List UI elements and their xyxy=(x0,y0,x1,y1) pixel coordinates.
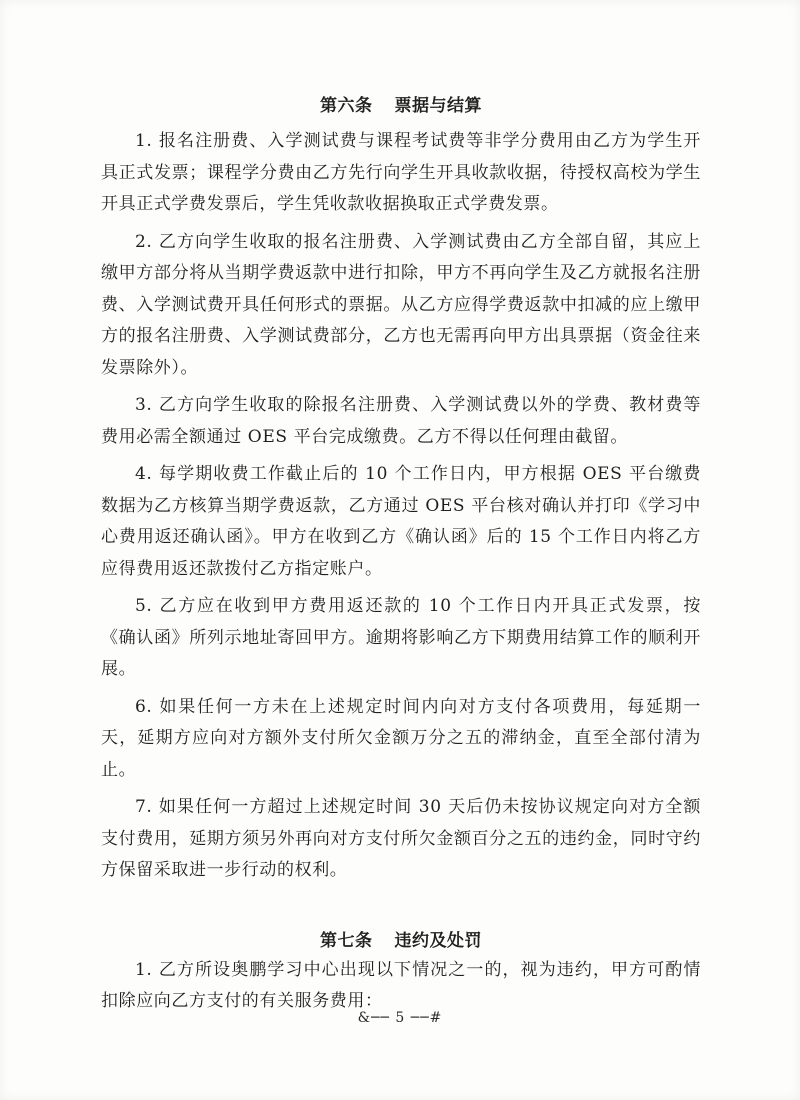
section-7-number: 第七条 xyxy=(320,930,373,951)
section-6-clause-7: 7. 如果任何一方超过上述规定时间 30 天后仍未按协议规定向对方全额支付费用，延期方须另外再向对方支付所欠金额百分之五的违约金，同时守约方保留采取进一步行动的权利。 xyxy=(101,797,701,880)
section-7-heading xyxy=(101,927,701,955)
section-6-clause-3: 3. 乙方向学生收取的除报名注册费、入学测试费以外的学费、教材费等费用必需全额通过 OES 平台完成缴费。乙方不得以任何理由截留。 xyxy=(101,395,701,447)
section-6-number: 第六条 xyxy=(320,96,373,116)
section-6-clause-6: 6. 如果任何一方未在上述规定时间内向对方支付各项费用，每延期一天，延期方应向对方额外支付所欠金额万分之五的滞纳金，直至全部付清为止。 xyxy=(101,696,701,780)
section-6-title: 票据与结算 xyxy=(394,96,482,116)
page-number-footer: &── 5 ──# xyxy=(357,1010,443,1026)
section-6-clause-5: 5. 乙方应在收到甲方费用返还款的 10 个工作日内开具正式发票，按《确认函》所列示地址寄回甲方。逾期将影响乙方下期费用结算工作的顺利开展。 xyxy=(101,596,701,679)
section-6-clause-4: 4. 每学期收费工作截止后的 10 个工作日内，甲方根据 OES 平台缴费数据为乙方核算当期学费返款，乙方通过 OES 平台核对确认并打印《学习中心费用返还确认函》。甲方在收到乙方《确认函》后的 15 个工作日内将乙方应得费用返还款拨付乙方指定账户。 xyxy=(101,464,701,579)
section-6-clause-1: 1. 报名注册费、入学测试费与课程考试费等非学分费用由乙方为学生开具正式发票；课程学分费由乙方先行向学生开具收款收据，待授权高校为学生开具正式学费发票后，学生凭收款收据换取正式学费发票。 xyxy=(101,131,701,214)
section-7-title: 违约及处罚 xyxy=(394,930,482,951)
section-6-clause-2: 2. 乙方向学生收取的报名注册费、入学测试费由乙方全部自留，其应上缴甲方部分将从当期学费返款中进行扣除，甲方不再向学生及乙方就报名注册费、入学测试费开具任何形式的票据。从乙方应得学费返款中扣减的应上缴甲方的报名注册费、入学测试费部分，乙方也无需再向甲方出具票据（资金往来发票除外）。 xyxy=(101,231,701,378)
section-6-heading xyxy=(101,92,701,126)
section-7-clause-1: 1. 乙方所设奥鹏学习中心出现以下情况之一的，视为违约，甲方可酌情扣除应向乙方支付的有关服务费用： xyxy=(101,959,701,1011)
page-content xyxy=(101,92,701,1018)
